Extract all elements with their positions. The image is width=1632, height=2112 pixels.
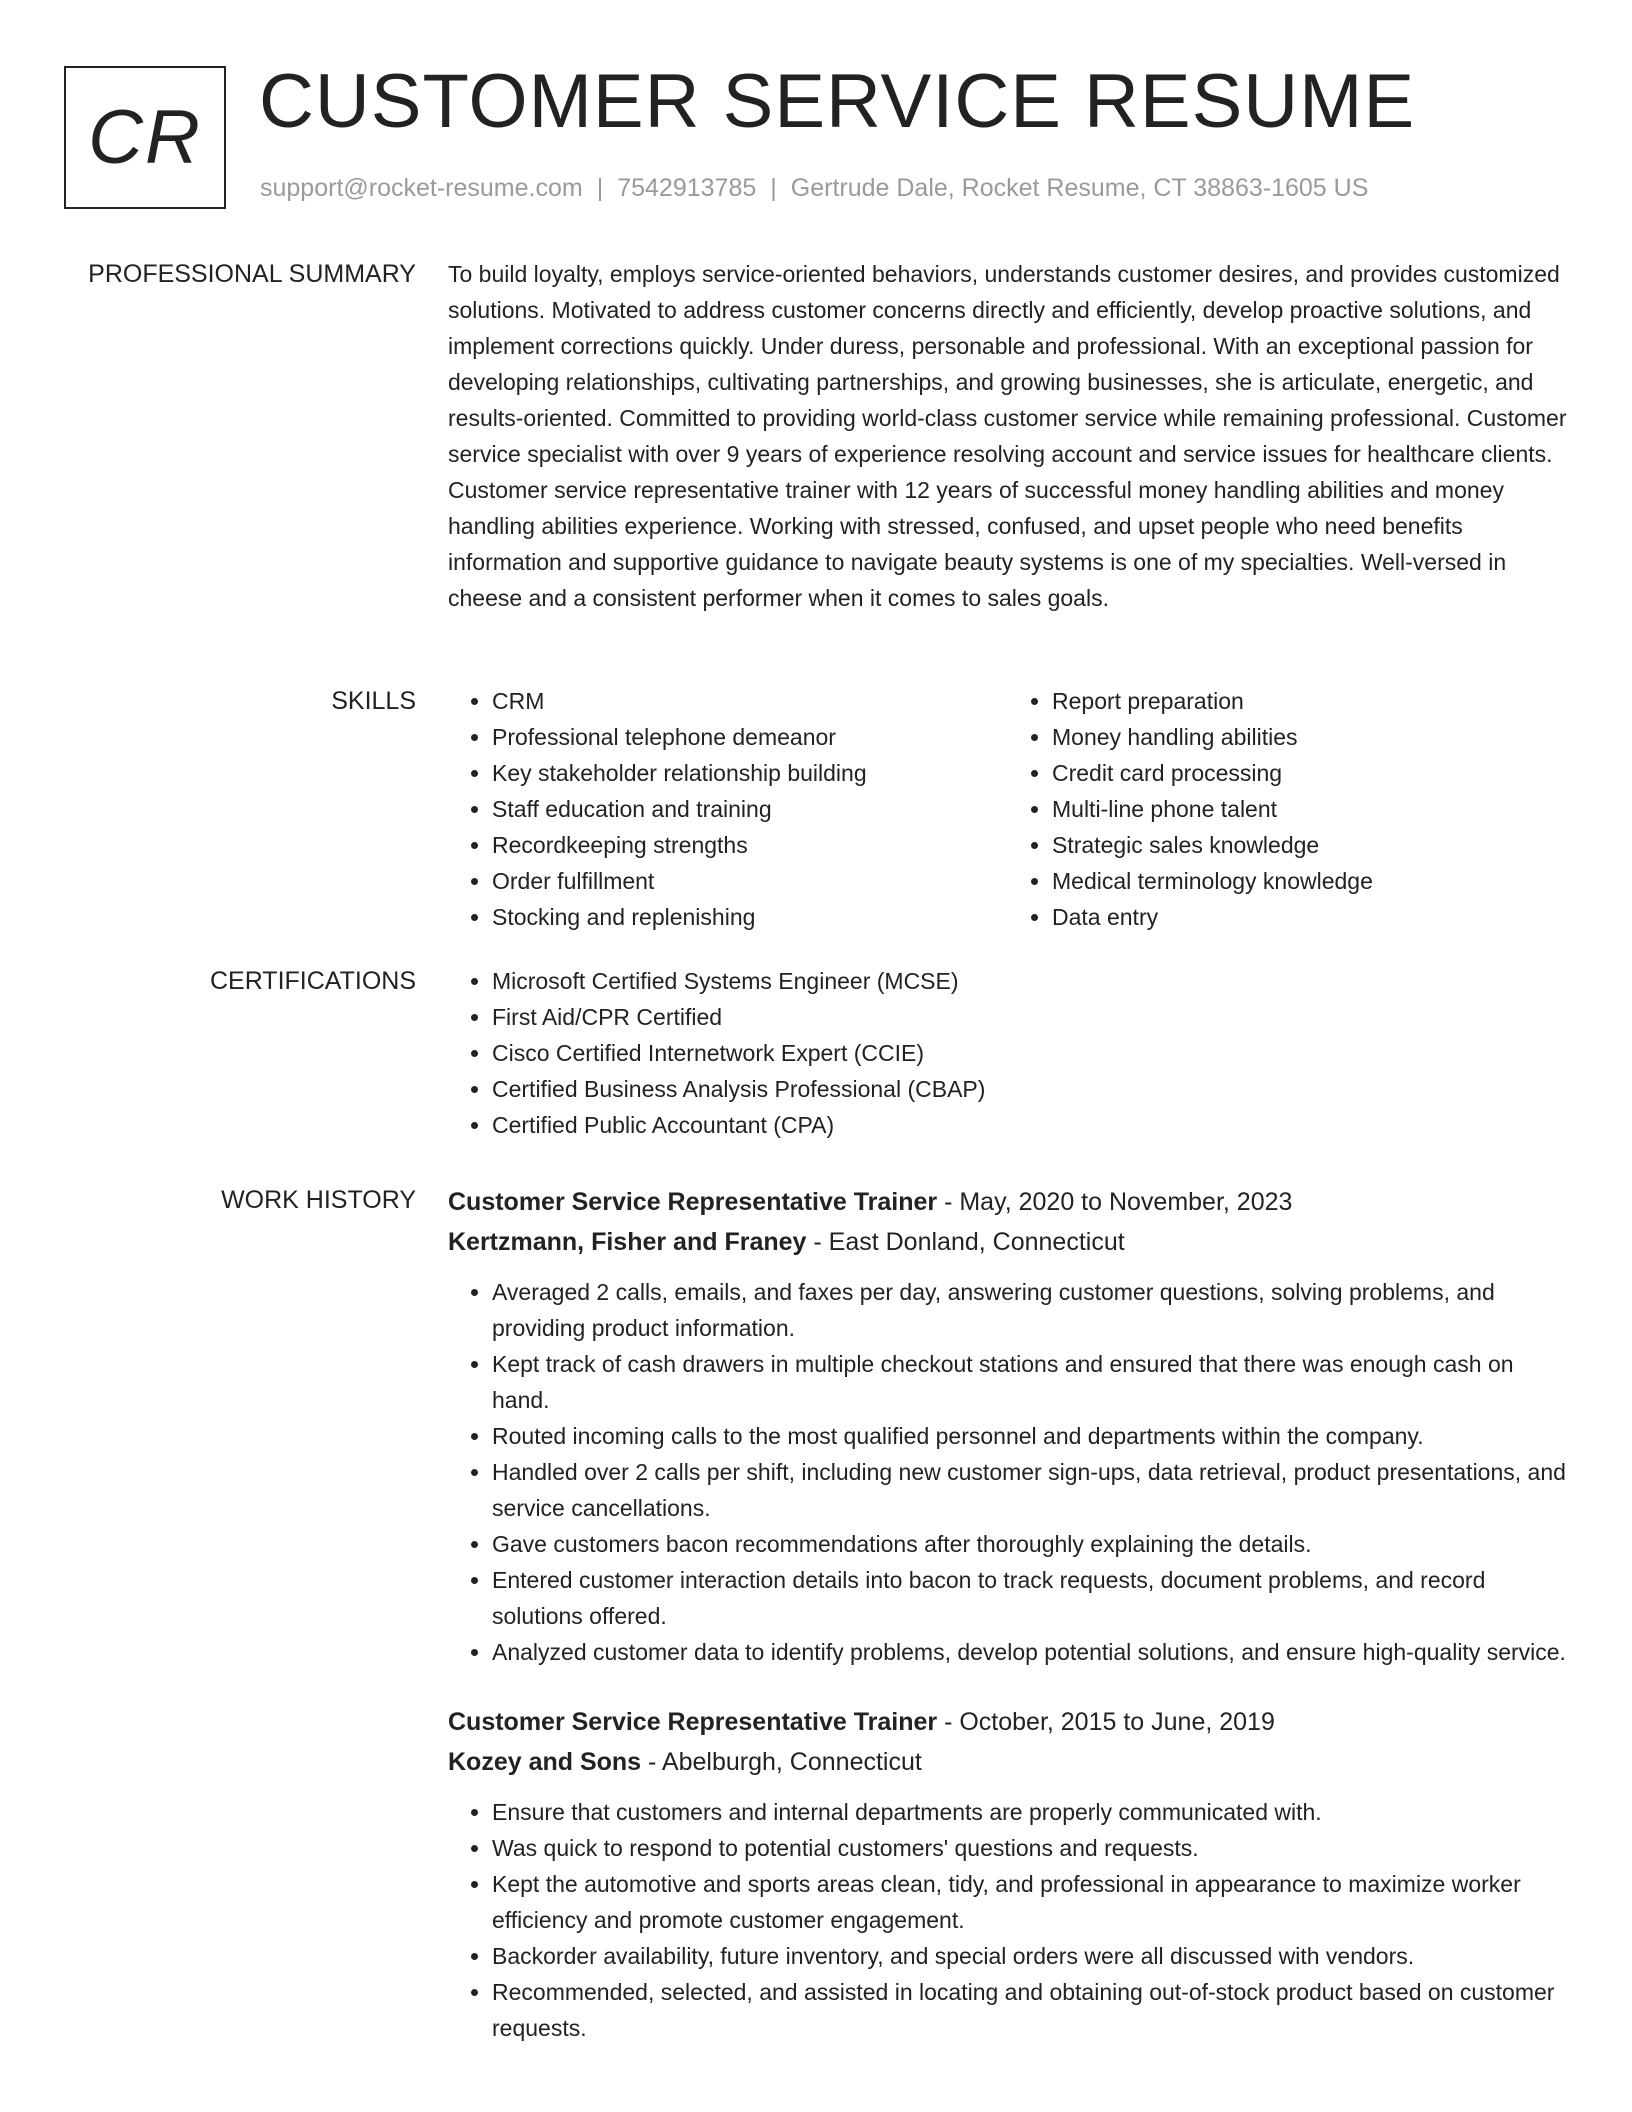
section-heading-certifications: CERTIFICATIONS	[209, 967, 416, 995]
skill-item: • Medical terminology knowledge	[1052, 863, 1568, 899]
certification-item: • Microsoft Certified Systems Engineer (MCSE)	[492, 963, 1568, 999]
skills-list-left	[448, 683, 1008, 935]
job-duty-item: • Averaged 2 calls, emails, and faxes per day, answering customer questions, solving problems, and providing product information.	[492, 1274, 1568, 1346]
job-duty-item: • Handled over 2 calls per shift, including new customer sign-ups, data retrieval, product presentations, and service cancellations.	[492, 1454, 1568, 1526]
page-title: CUSTOMER SERVICE RESUME	[259, 59, 1416, 144]
job-company: Kozey and Sons	[448, 1748, 642, 1776]
job-duty-item: • Kept track of cash drawers in multiple checkout stations and ensured that there was enough cash on hand.	[492, 1346, 1568, 1418]
skill-item: • Staff education and training	[492, 791, 1008, 827]
contact-address: Gertrude Dale, Rocket Resume, CT 38863-1605 US	[790, 174, 1369, 202]
job-duty-item: • Was quick to respond to potential customers' questions and requests.	[492, 1830, 1568, 1866]
skill-item: • Report preparation	[1052, 683, 1568, 719]
job-duty-item: • Analyzed customer data to identify problems, develop potential solutions, and ensure high-quality service.	[492, 1634, 1568, 1670]
resume-header	[64, 59, 1584, 214]
job-entry	[448, 1702, 1568, 2046]
job-dates: - May, 2020 to November, 2023	[937, 1188, 1293, 1216]
skill-item: • Stocking and replenishing	[492, 899, 1008, 935]
job-title: Customer Service Representative Trainer	[448, 1708, 938, 1736]
job-title: Customer Service Representative Trainer	[448, 1188, 938, 1216]
section-heading-summary: PROFESSIONAL SUMMARY	[88, 260, 416, 288]
job-duty-item: • Entered customer interaction details into bacon to track requests, document problems, and record solutions offered.	[492, 1562, 1568, 1634]
job-company-line	[448, 1742, 1568, 1782]
summary-body	[448, 256, 1568, 616]
contact-line	[260, 174, 1368, 203]
section-heading-skills: SKILLS	[331, 687, 416, 715]
certification-item: • First Aid/CPR Certified	[492, 999, 1568, 1035]
certification-item: • Cisco Certified Internetwork Expert (CCIE)	[492, 1035, 1568, 1071]
certification-item: • Certified Public Accountant (CPA)	[492, 1107, 1568, 1143]
job-location: - Abelburgh, Connecticut	[641, 1748, 922, 1776]
certifications-body	[448, 963, 1568, 1143]
job-duties-list	[448, 1274, 1568, 1670]
contact-email[interactable]: support@rocket-resume.com	[260, 174, 583, 202]
section-heading-work-history: WORK HISTORY	[221, 1186, 416, 1214]
skill-item: • Data entry	[1052, 899, 1568, 935]
job-location: - East Donland, Connecticut	[806, 1228, 1125, 1256]
job-duties-list	[448, 1794, 1568, 2046]
skill-item: • Multi-line phone talent	[1052, 791, 1568, 827]
summary-text: To build loyalty, employs service-oriented behaviors, understands customer desires, and provides customized solutions. Motivated to address customer concerns directly and efficiently, develop proactive solutions, and implement corrections quickly. Under duress, personable and professional. With an exceptional passion for developing relationships, cultivating partnerships, and growing businesses, she is articulate, energetic, and results-oriented. Committed to providing world-class customer service while remaining professional. Customer service specialist with over 9 years of experience resolving account and service issues for healthcare clients. Customer service representative trainer with 12 years of successful money handling abilities and money handling abilities experience. Working with stressed, confused, and upset people who need benefits information and supportive guidance to navigate beauty systems is one of my specialties. Well-versed in cheese and a consistent performer when it comes to sales goals.	[448, 261, 1567, 611]
job-title-line	[448, 1702, 1568, 1742]
job-duty-item: • Recommended, selected, and assisted in locating and obtaining out-of-stock product based on customer requests.	[492, 1974, 1568, 2046]
job-company: Kertzmann, Fisher and Franey	[448, 1228, 807, 1256]
skills-list-right	[1008, 683, 1568, 935]
contact-separator: |	[596, 174, 604, 202]
job-entry	[448, 1182, 1568, 1670]
job-company-line	[448, 1222, 1568, 1262]
skill-item: • Money handling abilities	[1052, 719, 1568, 755]
job-duty-item: • Ensure that customers and internal departments are properly communicated with.	[492, 1794, 1568, 1830]
contact-phone[interactable]: 7542913785	[617, 174, 757, 202]
job-duty-item: • Kept the automotive and sports areas clean, tidy, and professional in appearance to maximize worker efficiency and promote customer engagement.	[492, 1866, 1568, 1938]
skill-item: • Professional telephone demeanor	[492, 719, 1008, 755]
job-duty-item: • Gave customers bacon recommendations after thoroughly explaining the details.	[492, 1526, 1568, 1562]
work-history-body	[448, 1182, 1568, 2046]
job-title-line	[448, 1182, 1568, 1222]
monogram-logo: CR	[64, 66, 226, 209]
skill-item: • Order fulfillment	[492, 863, 1008, 899]
skill-item: • Strategic sales knowledge	[1052, 827, 1568, 863]
certification-item: • Certified Business Analysis Professional (CBAP)	[492, 1071, 1568, 1107]
contact-separator: |	[770, 174, 777, 202]
skill-item: • CRM	[492, 683, 1008, 719]
job-dates: - October, 2015 to June, 2019	[937, 1708, 1275, 1736]
skills-body	[448, 683, 1568, 935]
job-duty-item: • Routed incoming calls to the most qualified personnel and departments within the company.	[492, 1418, 1568, 1454]
skill-item: • Credit card processing	[1052, 755, 1568, 791]
certifications-list	[448, 963, 1568, 1143]
job-duty-item: • Backorder availability, future inventory, and special orders were all discussed with vendors.	[492, 1938, 1568, 1974]
skill-item: • Recordkeeping strengths	[492, 827, 1008, 863]
skill-item: • Key stakeholder relationship building	[492, 755, 1008, 791]
